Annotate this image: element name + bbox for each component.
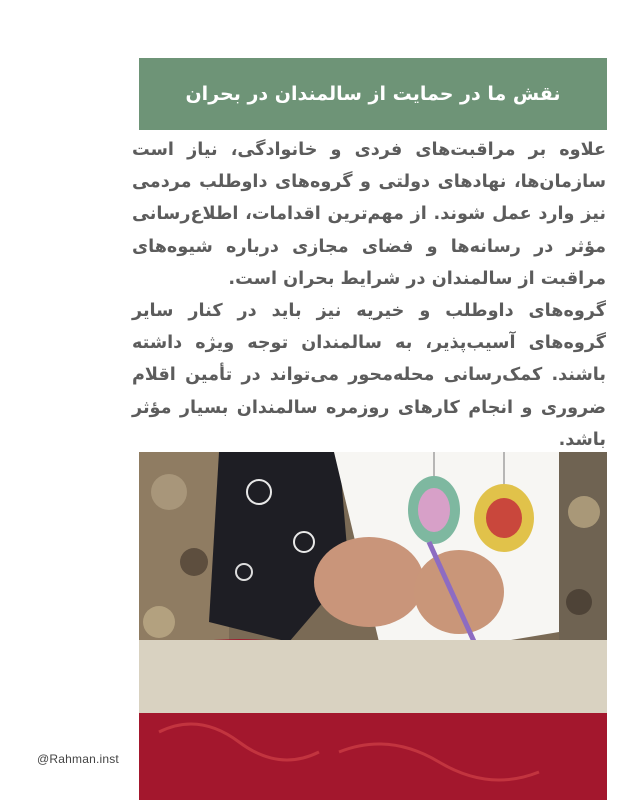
article-body [132,134,606,456]
title-banner [139,58,607,130]
overlay-band [139,640,607,713]
paragraph-2: گروه‌های داوطلب و خیریه نیز باید در کنار سایر گروه‌های آسیب‌پذیر، به سالمندان توجه ویژه داشته باشند. کمک‌رسانی محله‌محور می‌تواند در تأمین اقلام ضروری و انجام کارهای روزمره سالمندان بسیار مؤثر باشد. [132,301,606,450]
paragraph-1: علاوه بر مراقبت‌های فردی و خانوادگی، نیاز است سازمان‌ها، نهادهای دولتی و گروه‌های داوطلب مردمی نیز وارد عمل شوند. از مهم‌ترین اقدامات، اطلاع‌رسانی مؤثر در رسانه‌ها و فضای مجازی درباره شیوه‌های مراقبت از سالمندان در شرایط بحران است. [132,140,606,289]
instagram-handle: @Rahman.inst [37,752,119,766]
page-title: نقش ما در حمایت از سالمندان در بحران [185,83,561,105]
coloring-photo [139,452,607,800]
